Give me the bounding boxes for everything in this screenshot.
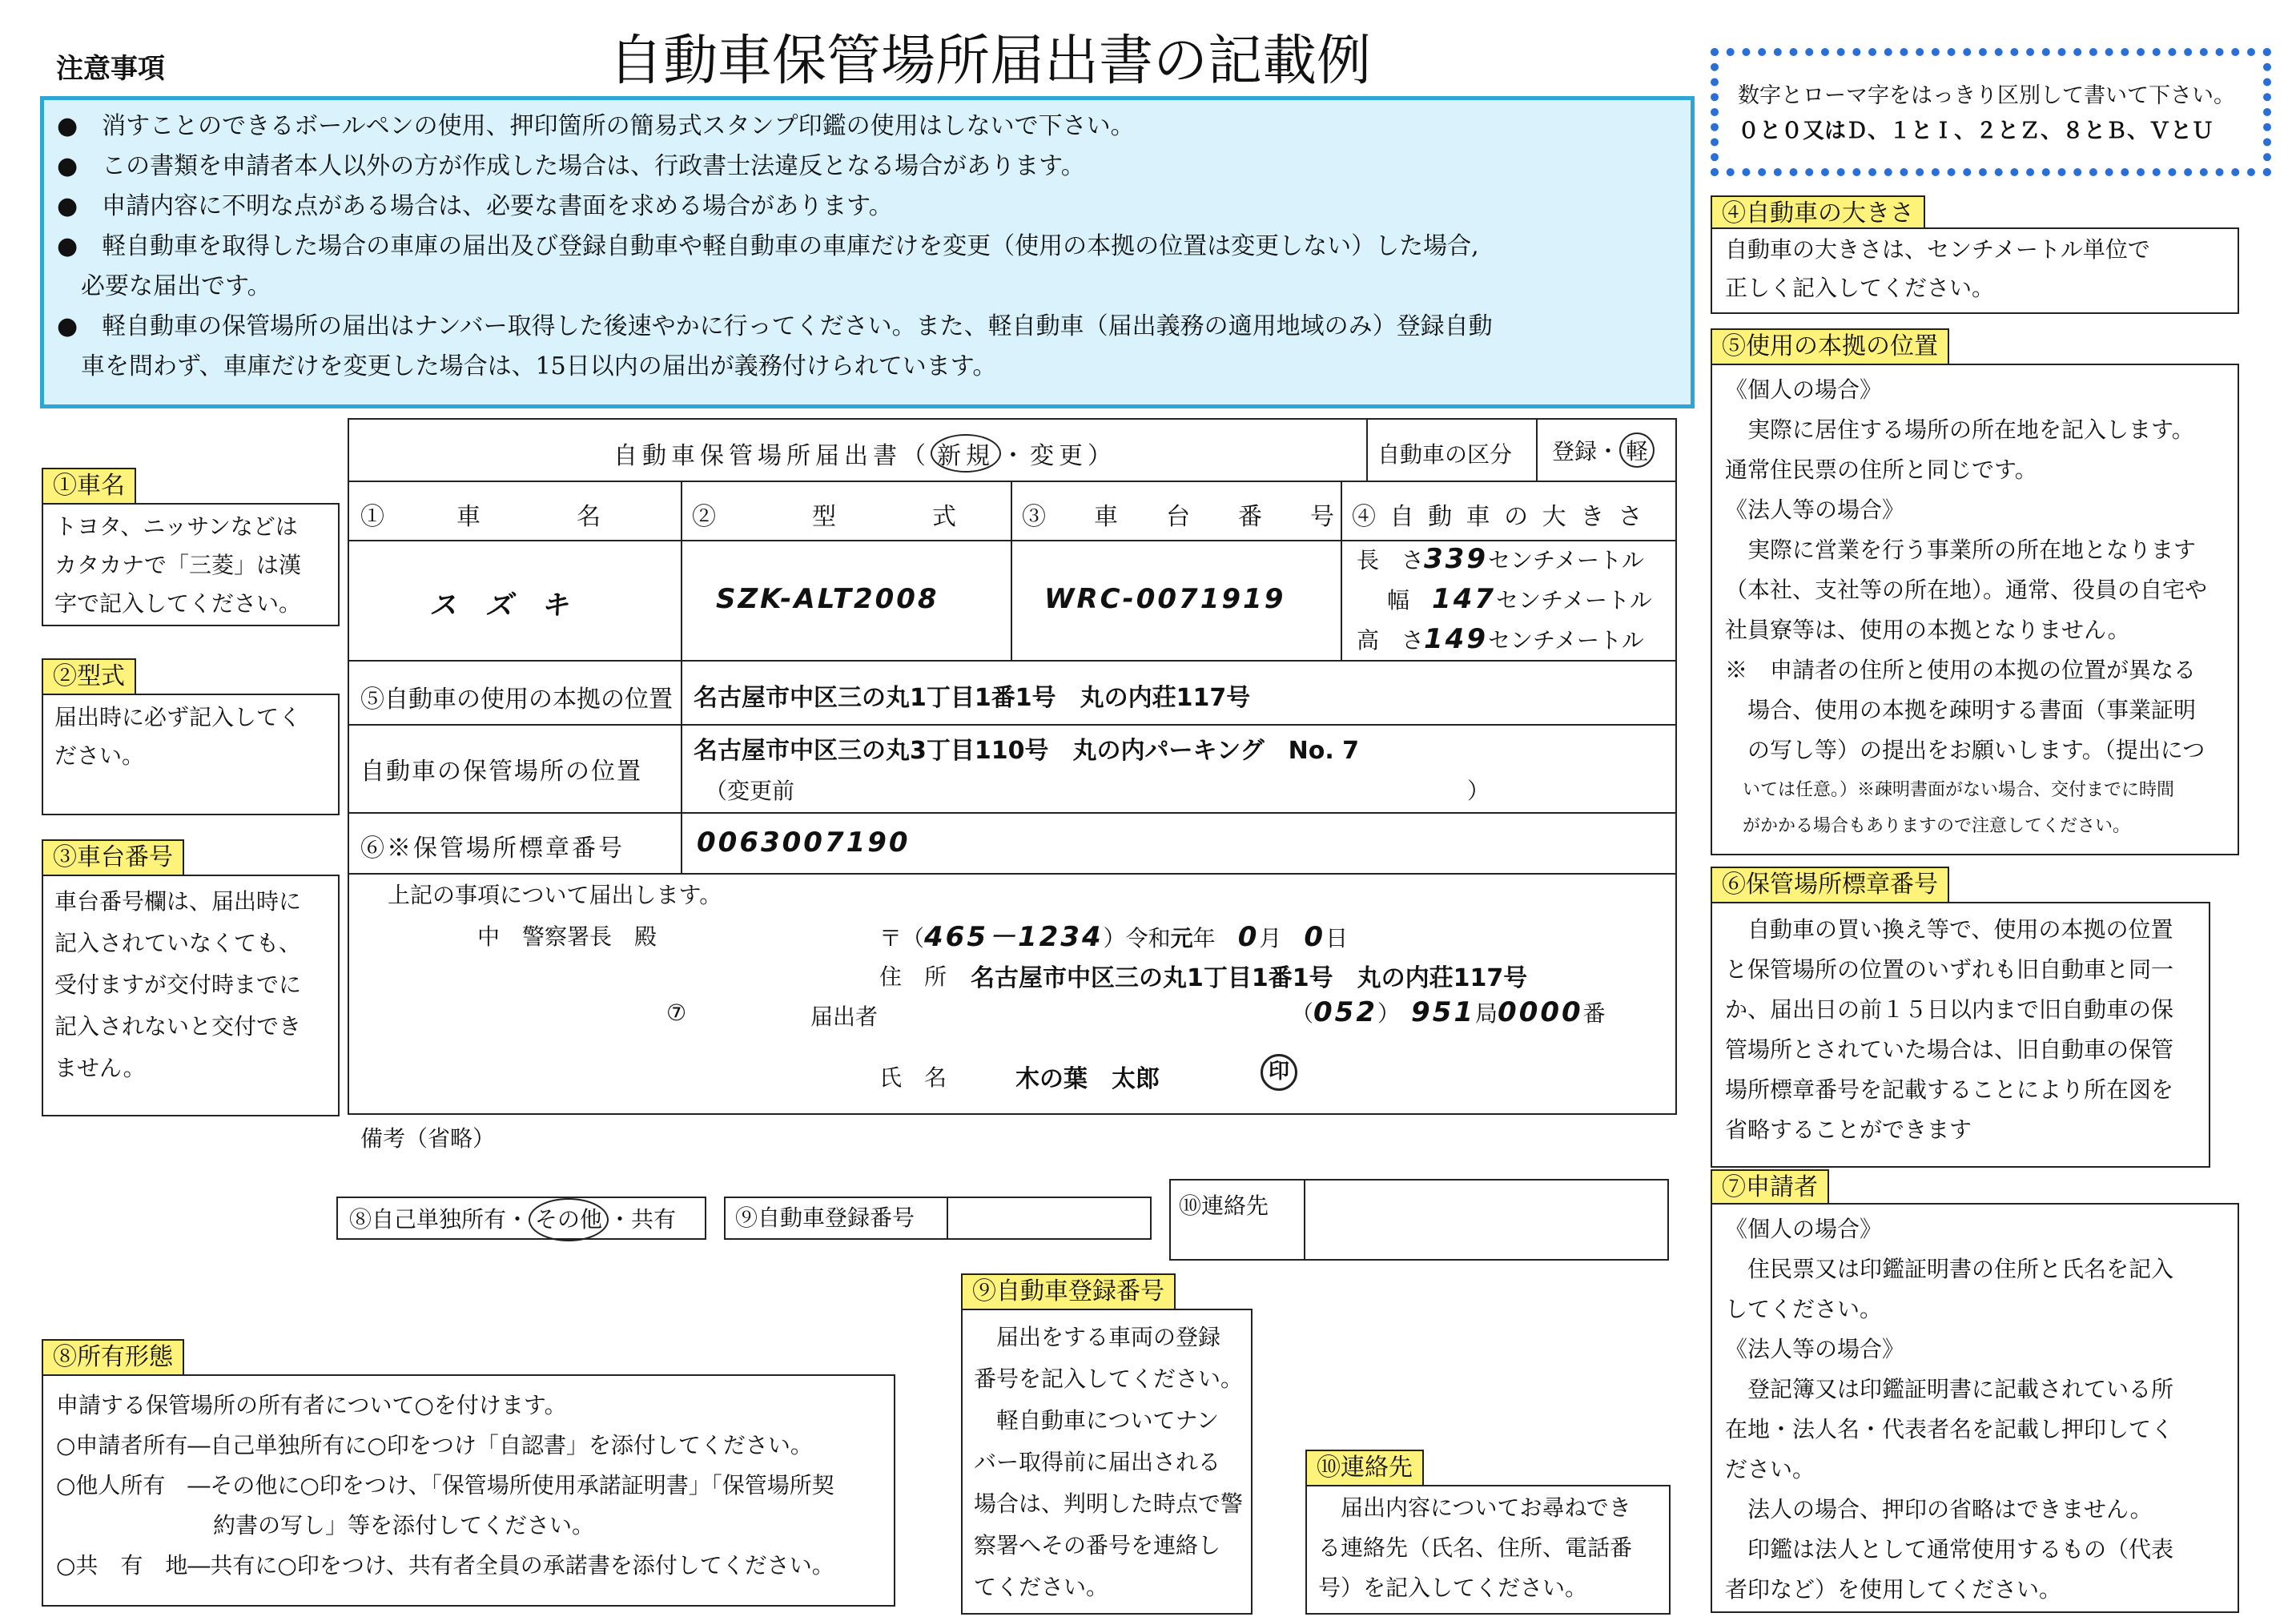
remarks: 備考（省略）	[360, 1125, 496, 1152]
zip-date-line: 〒（465－1234）令和元年 0月 0日	[879, 921, 1349, 953]
base-position-value: 名古屋市中区三の丸1丁目1番1号 丸の内荘117号	[694, 684, 1251, 712]
phone-line: （052） 951局0000番	[1291, 996, 1606, 1028]
sticker-number-value: 0063007190	[697, 827, 911, 859]
storage-prev: （変更前	[705, 778, 795, 804]
base-position-label: ⑤自動車の使用の本拠の位置	[360, 686, 673, 714]
rule-line-2: ０と０又はＤ、１とＩ、２とＺ、８とＢ、ＶとＵ	[1738, 119, 2214, 143]
vehicle-class-label: 自動車の区分	[1377, 441, 1513, 468]
model-value: SZK-ALT2008	[716, 583, 939, 615]
registration-number-field: ⑨自動車登録番号	[724, 1197, 1152, 1240]
col-header-model: ② 型 式	[692, 503, 956, 531]
notice-line: 必要な届出です。	[57, 272, 271, 300]
note-registration-title: ⑨自動車登録番号	[961, 1273, 1176, 1310]
note-contact: 届出内容についてお尋ねでき る連絡先（氏名、住所、電話番 号）を記入してください。	[1305, 1485, 1671, 1615]
note-sticker: 自動車の買い換え等で、使用の本拠の位置 と保管場所の位置のいずれも旧自動車と同一 か、届出日の前１５日以内まで旧自動車の保 管場所とされていた場合は、旧自動車の保管 場所標章番号を記載することにより所在図を 省略することができます	[1711, 902, 2210, 1168]
rule-line-1: 数字とローマ字をはっきり区別して書いて下さい。	[1738, 83, 2235, 108]
notice-line: ● 軽自動車の保管場所の届出はナンバー取得した後速やかに行ってください。また、軽自動車（届出義務の適用地域のみ）登録自動	[57, 312, 1493, 340]
size-width: 幅 147センチメートル	[1387, 583, 1652, 615]
notice-line: ● 消すことのできるボールペンの使用、押印箇所の簡易式スタンプ印鑑の使用はしないで下さい。	[57, 112, 1135, 140]
note-ownership: 申請する保管場所の所有者について○を付けます。 ○申請者所有―自己単独所有に○印をつけ「自認書」を添付してください。 ○他人所有 ―その他に○印をつけ、「保管場所使用承諾証明書」「保管場所契 約書の写し」等を添付してください。 ○共 有 地―共有に○印をつけ、共有者全員の承諾書を添付してください。	[42, 1374, 895, 1607]
note-sticker-title: ⑥保管場所標章番号	[1711, 867, 1949, 903]
name-label: 氏 名	[879, 1064, 947, 1091]
notice-line: ● この書類を申請者本人以外の方が作成した場合は、行政書士法違反となる場合があります。	[57, 152, 1085, 180]
storage-prev-close: ）	[1467, 778, 1490, 804]
note-size-title: ④自動車の大きさ	[1711, 195, 1925, 232]
note-chassis: 車台番号欄は、届出時に 記入されていなくても、 受付ますが交付時までに 記入されないと交付でき ません。	[42, 875, 340, 1116]
kei-option-circled: 軽	[1619, 432, 1655, 468]
note-base: 《個人の場合》 実際に居住する場所の所在地を記入します。 通常住民票の住所と同じです。 《法人等の場合》 実際に営業を行う事業所の所在地となります （本社、支社等の所在地）。通常、役員の自宅や 社員寮等は、使用の本拠となりません。 ※ 申請者の住所と使用の本拠の位置が異なる 場合、使用の本拠を疎明する書面（事業証明 の写し等）の提出をお願いします。（提出につ いては任意。）※疎明書面がない場合、交付までに時間 がかかる場合もありますので注意してください。	[1711, 364, 2239, 855]
storage-position-value: 名古屋市中区三の丸3丁目110号 丸の内パーキング No. 7	[694, 737, 1360, 765]
declaration-text: 上記の事項について届出します。	[388, 882, 722, 908]
note-car-name: トヨタ、ニッサンなどは カタカナで「三菱」は漢 字で記入してください。	[42, 503, 340, 626]
character-rule-box	[1711, 48, 2271, 176]
notice-box	[40, 96, 1695, 408]
note-size: 自動車の大きさは、センチメートル単位で 正しく記入してください。	[1711, 227, 2239, 314]
note-model: 届出時に必ず記入してく ださい。	[42, 694, 340, 815]
sticker-number-label: ⑥※保管場所標章番号	[360, 835, 625, 863]
page-title: 自動車保管場所届出書の記載例	[609, 30, 1372, 93]
note-car-name-title: ①車名	[42, 468, 136, 505]
notice-line: ● 申請内容に不明な点がある場合は、必要な書面を求める場合があります。	[57, 192, 893, 220]
note-applicant-title: ⑦申請者	[1711, 1169, 1829, 1206]
police-station: 中 警察署長 殿	[477, 923, 657, 950]
new-option-circled: 新規	[931, 434, 1001, 473]
address-label: 住 所	[879, 963, 947, 990]
vehicle-class-value: 登録・ 軽	[1552, 432, 1655, 468]
car-name-value: ス ズ キ	[429, 589, 578, 621]
notes-heading: 注意事項	[56, 53, 165, 85]
note-registration: 届出をする車両の登録 番号を記入してください。 軽自動車についてナン バー取得前に届出される 場合は、判明した時点で警 察署へその番号を連絡し てください。	[961, 1309, 1253, 1615]
note-chassis-title: ③車台番号	[42, 839, 184, 876]
name-value: 木の葉 太郎	[1015, 1065, 1160, 1093]
address-value: 名古屋市中区三の丸1丁目1番1号 丸の内荘117号	[971, 964, 1528, 992]
seal-mark: 印	[1261, 1054, 1297, 1091]
other-option-circled: その他	[529, 1198, 609, 1241]
col-header-size: ④ 自 動 車 の 大 き さ	[1352, 503, 1646, 531]
col-header-chassis: ③ 車 台 番 号	[1022, 503, 1334, 531]
chassis-value: WRC-0071919	[1044, 583, 1286, 615]
size-height: 高 さ149センチメートル	[1357, 623, 1644, 655]
note-applicant: 《個人の場合》 住民票又は印鑑証明書の住所と氏名を記入 してください。 《法人等の場合》 登記簿又は印鑑証明書に記載されている所 在地・法人名・代表者名を記載し押印してく ださい。 法人の場合、押印の省略はできません。 印鑑は法人として通常使用するもの（代表 者印など）を使用してください。	[1711, 1203, 2239, 1613]
note-model-title: ②型式	[42, 658, 136, 695]
applicant-label: 届出者	[810, 1004, 879, 1030]
ownership-field: ⑧自己単独所有・ その他 ・共有	[336, 1197, 706, 1240]
storage-notification-form	[348, 418, 1677, 1115]
applicant-number: ⑦	[666, 1000, 687, 1026]
note-base-title: ⑤使用の本拠の位置	[1711, 328, 1949, 365]
note-contact-title: ⑩連絡先	[1305, 1450, 1424, 1486]
notice-line: ● 軽自動車を取得した場合の車庫の届出及び登録自動車や軽自動車の車庫だけを変更（使用の本拠の位置は変更しない）した場合,	[57, 232, 1479, 260]
notice-line: 車を問わず、車庫だけを変更した場合は、15日以内の届出が義務付けられています。	[57, 352, 997, 380]
contact-field: ⑩連絡先	[1169, 1179, 1669, 1261]
note-ownership-title: ⑧所有形態	[42, 1339, 184, 1376]
col-header-name: ① 車 名	[360, 503, 601, 531]
storage-position-label: 自動車の保管場所の位置	[360, 758, 642, 786]
size-length: 長 さ339センチメートル	[1357, 543, 1644, 575]
form-title: 自動車保管場所届出書（ 新規 ・変更）	[613, 434, 1116, 473]
